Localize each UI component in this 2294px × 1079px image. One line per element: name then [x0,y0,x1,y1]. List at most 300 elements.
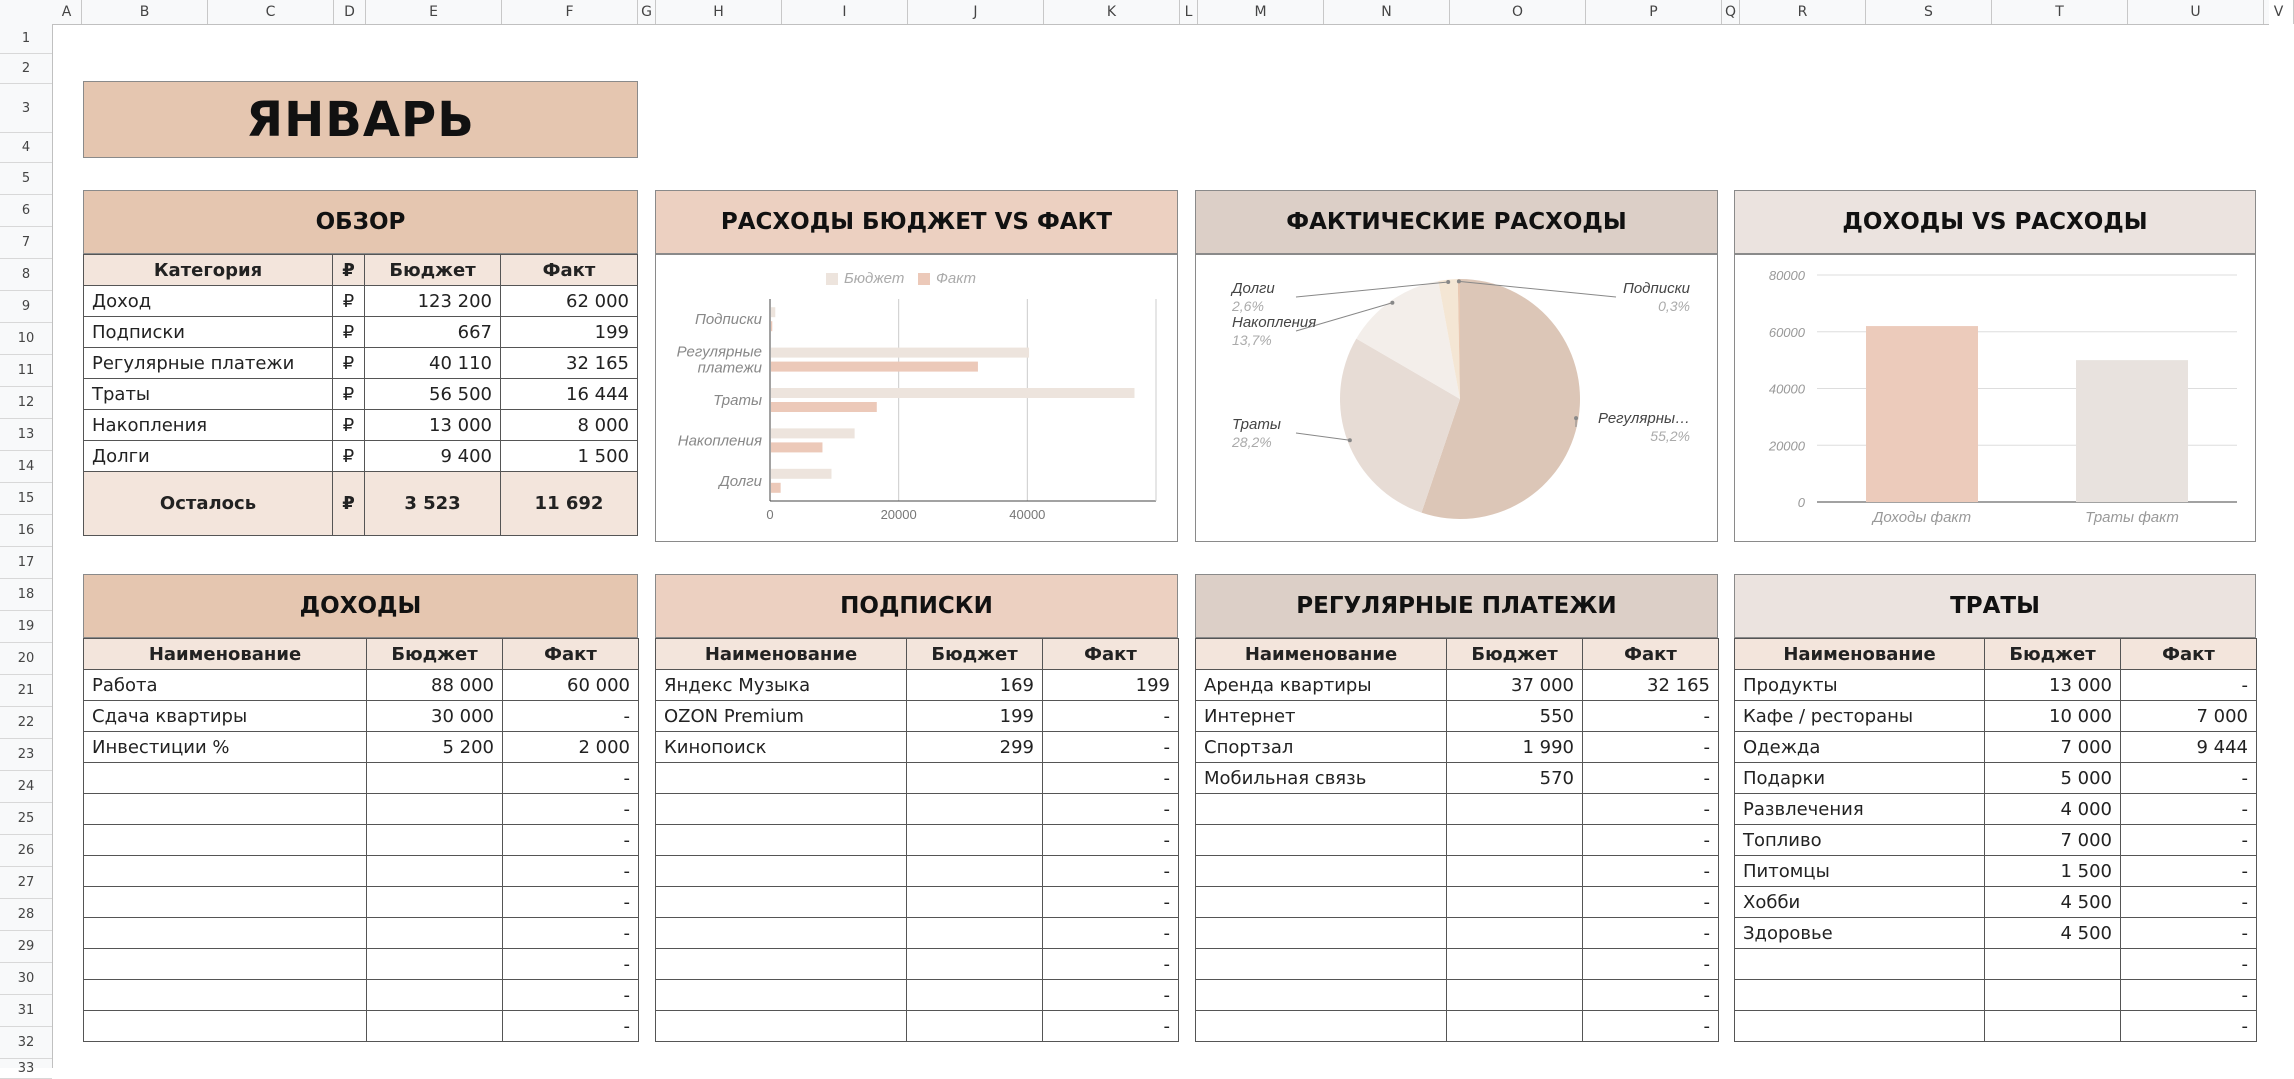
column-header[interactable]: R [1740,0,1866,24]
cell[interactable] [84,794,367,825]
column-header[interactable]: O [1450,0,1586,24]
bar[interactable] [771,428,855,438]
bar[interactable] [771,442,822,452]
table-row [84,348,638,379]
cell[interactable]: Кафе / рестораны [1735,701,1985,732]
total-cell[interactable]: 3 523 [365,472,501,536]
cell[interactable]: - [1583,701,1719,732]
slice-percent: 28,2% [1231,434,1272,450]
column-headers[interactable] [0,0,2269,25]
cell[interactable] [656,980,907,1011]
column-heading[interactable]: Бюджет [1985,639,2121,670]
cell[interactable] [1735,980,1985,1011]
leader-dot [1574,416,1578,420]
column-header[interactable]: C [208,0,334,24]
row-header[interactable]: 12 [0,387,52,419]
cell[interactable] [907,949,1043,980]
row-header[interactable]: 32 [0,1027,52,1059]
row-header[interactable]: 22 [0,707,52,739]
column-heading[interactable]: Категория [84,255,333,286]
cell[interactable]: - [2121,670,2257,701]
column-heading[interactable]: Бюджет [1447,639,1583,670]
cell[interactable]: Работа [84,670,367,701]
cell[interactable]: Одежда [1735,732,1985,763]
row-header[interactable]: 30 [0,963,52,995]
bar[interactable] [771,362,978,372]
column-heading[interactable]: Факт [2121,639,2257,670]
cell[interactable]: 550 [1447,701,1583,732]
cell[interactable] [656,794,907,825]
cell[interactable]: - [1043,763,1179,794]
cell[interactable]: Траты [84,379,333,410]
slice-name: Долги [1230,280,1275,297]
cell[interactable]: - [2121,856,2257,887]
cell[interactable] [1985,980,2121,1011]
row-header[interactable]: 3 [0,84,52,133]
cell[interactable] [84,763,367,794]
income-title[interactable]: ДОХОДЫ [83,574,638,638]
cell[interactable]: - [1583,732,1719,763]
row-header[interactable]: 25 [0,803,52,835]
cell[interactable] [367,763,503,794]
cell[interactable]: - [1583,794,1719,825]
table-row [1196,825,1719,856]
table-row [84,441,638,472]
column-heading[interactable]: ₽ [333,255,365,286]
overview-table [83,254,638,536]
row-header[interactable]: 11 [0,355,52,387]
category-label: Регулярные [677,344,762,361]
cell[interactable]: - [1583,1011,1719,1042]
cell[interactable] [656,1011,907,1042]
cell[interactable]: ₽ [333,317,365,348]
cell[interactable] [1196,825,1447,856]
income-vs-spending-chart[interactable] [1734,254,2256,542]
cell[interactable] [1196,918,1447,949]
cell[interactable]: Продукты [1735,670,1985,701]
cell[interactable] [1447,980,1583,1011]
cell[interactable]: - [503,763,639,794]
table-row [656,794,1179,825]
column-header[interactable]: S [1866,0,1992,24]
row-header[interactable]: 29 [0,931,52,963]
cell[interactable]: 4 000 [1985,794,2121,825]
cell[interactable] [656,763,907,794]
month-title[interactable]: ЯНВАРЬ [83,81,638,158]
cell[interactable]: ₽ [333,348,365,379]
table-row [1735,856,2257,887]
column-header[interactable]: T [1992,0,2128,24]
cell[interactable] [1447,1011,1583,1042]
cell[interactable]: 5 200 [367,732,503,763]
cell[interactable] [1447,918,1583,949]
cell[interactable]: 56 500 [365,379,501,410]
row-header[interactable]: 14 [0,451,52,483]
cell[interactable]: Доход [84,286,333,317]
cell[interactable]: - [503,701,639,732]
cell[interactable]: - [2121,980,2257,1011]
cell[interactable] [907,918,1043,949]
column-bar[interactable] [2076,360,2188,502]
row-header[interactable]: 2 [0,54,52,84]
column-header[interactable]: F [502,0,638,24]
cell[interactable]: 9 444 [2121,732,2257,763]
cell[interactable] [1447,856,1583,887]
column-heading[interactable]: Факт [503,639,639,670]
slice-name: Накопления [1232,314,1316,331]
cell[interactable] [907,794,1043,825]
cell[interactable]: Регулярные платежи [84,348,333,379]
cell[interactable] [367,949,503,980]
cell[interactable] [1196,980,1447,1011]
cell[interactable] [656,825,907,856]
cell[interactable] [367,856,503,887]
cell[interactable]: 88 000 [367,670,503,701]
bar[interactable] [771,469,831,479]
row-header[interactable]: 21 [0,675,52,707]
cell[interactable]: - [503,856,639,887]
cell[interactable] [1447,825,1583,856]
cell[interactable] [367,794,503,825]
row-header[interactable]: 9 [0,291,52,323]
column-header[interactable]: N [1324,0,1450,24]
cell[interactable]: 10 000 [1985,701,2121,732]
cell[interactable]: ₽ [333,379,365,410]
row-header[interactable]: 13 [0,419,52,451]
cell[interactable]: ₽ [333,286,365,317]
cell[interactable]: Сдача квартиры [84,701,367,732]
cell[interactable] [656,949,907,980]
table-row [1196,949,1719,980]
cell[interactable]: Кинопоиск [656,732,907,763]
cell[interactable]: 123 200 [365,286,501,317]
column-heading[interactable]: Наименование [656,639,907,670]
cell[interactable]: 62 000 [501,286,638,317]
cell[interactable]: - [1043,825,1179,856]
cell[interactable]: 2 000 [503,732,639,763]
row-header[interactable]: 31 [0,995,52,1027]
column-header[interactable]: Q [1722,0,1740,24]
cell[interactable]: Питомцы [1735,856,1985,887]
column-header[interactable]: E [366,0,502,24]
cell[interactable]: - [503,887,639,918]
cell[interactable]: 199 [907,701,1043,732]
cell[interactable]: Развлечения [1735,794,1985,825]
column-header[interactable]: P [1586,0,1722,24]
table-row [1735,825,2257,856]
slice-name: Траты [1232,416,1281,433]
table-row [656,701,1179,732]
column-header[interactable]: J [908,0,1044,24]
cell[interactable]: - [1043,856,1179,887]
actual-spending-pie-chart[interactable] [1195,254,1718,542]
cell[interactable] [907,825,1043,856]
column-heading[interactable]: Наименование [1196,639,1447,670]
cell[interactable] [907,887,1043,918]
cell[interactable]: 299 [907,732,1043,763]
cell[interactable]: - [503,918,639,949]
cell[interactable]: - [1043,918,1179,949]
cell[interactable]: 7 000 [2121,701,2257,732]
column-header[interactable]: V [2264,0,2294,24]
cell[interactable]: 40 110 [365,348,501,379]
cell[interactable]: - [2121,887,2257,918]
column-header[interactable]: H [656,0,782,24]
row-header[interactable]: 28 [0,899,52,931]
column-header[interactable]: K [1044,0,1180,24]
bar[interactable] [771,402,877,412]
cell[interactable]: Здоровье [1735,918,1985,949]
cell[interactable]: OZON Premium [656,701,907,732]
row-header[interactable]: 16 [0,515,52,547]
regular-payments-title[interactable]: РЕГУЛЯРНЫЕ ПЛАТЕЖИ [1195,574,1718,638]
total-cell[interactable]: 11 692 [501,472,638,536]
cell[interactable] [656,856,907,887]
cell[interactable]: - [2121,763,2257,794]
category-label: платежи [698,360,763,377]
cell[interactable]: - [1583,980,1719,1011]
cell[interactable]: ₽ [333,410,365,441]
cell[interactable]: 32 165 [1583,670,1719,701]
cell[interactable] [367,980,503,1011]
row-header[interactable]: 1 [0,24,52,54]
cell[interactable]: Яндекс Музыка [656,670,907,701]
row-header[interactable]: 4 [0,133,52,163]
cell[interactable] [907,856,1043,887]
column-heading[interactable]: Факт [1043,639,1179,670]
row-header[interactable]: 27 [0,867,52,899]
table-row [1196,1011,1719,1042]
cell[interactable] [1985,949,2121,980]
row-header[interactable]: 10 [0,323,52,355]
y-tick-label: 20000 [1768,438,1806,453]
cell[interactable]: Хобби [1735,887,1985,918]
cell[interactable] [907,1011,1043,1042]
row-header[interactable]: 26 [0,835,52,867]
cell[interactable] [84,918,367,949]
cell[interactable]: - [1043,701,1179,732]
row-header[interactable]: 23 [0,739,52,771]
column-header[interactable]: A [52,0,82,24]
cell[interactable]: 1 990 [1447,732,1583,763]
table-row [84,980,639,1011]
table-row [1735,1011,2257,1042]
cell[interactable] [1735,949,1985,980]
cell[interactable] [84,887,367,918]
cell[interactable]: Подписки [84,317,333,348]
leader-line [1296,433,1350,440]
cell[interactable]: - [503,794,639,825]
spending-title[interactable]: ТРАТЫ [1734,574,2256,638]
cell[interactable]: 199 [501,317,638,348]
cell[interactable]: - [503,825,639,856]
cell[interactable]: ₽ [333,441,365,472]
cell[interactable] [1196,887,1447,918]
column-header[interactable]: I [782,0,908,24]
cell[interactable]: - [2121,794,2257,825]
column-header[interactable]: M [1198,0,1324,24]
cell[interactable]: 8 000 [501,410,638,441]
cell[interactable] [1196,856,1447,887]
cell[interactable]: - [2121,1011,2257,1042]
cell[interactable]: - [1043,980,1179,1011]
cell[interactable]: Аренда квартиры [1196,670,1447,701]
cell[interactable] [367,887,503,918]
bar[interactable] [771,348,1029,358]
cell[interactable]: 30 000 [367,701,503,732]
cell[interactable]: - [2121,949,2257,980]
cell[interactable]: - [503,949,639,980]
table-row [84,317,638,348]
row-header[interactable]: 33 [0,1059,52,1079]
cell[interactable] [656,887,907,918]
cell[interactable]: - [1043,794,1179,825]
cell[interactable]: 9 400 [365,441,501,472]
row-header[interactable]: 17 [0,547,52,579]
cell[interactable]: - [1043,949,1179,980]
cell[interactable]: Накопления [84,410,333,441]
table-row [84,410,638,441]
cell[interactable]: 4 500 [1985,918,2121,949]
cell[interactable]: 60 000 [503,670,639,701]
column-bar[interactable] [1866,326,1978,502]
table-row [1735,763,2257,794]
cell[interactable]: Спортзал [1196,732,1447,763]
cell[interactable]: - [1583,887,1719,918]
cell[interactable]: 1 500 [501,441,638,472]
cell[interactable]: Инвестиции % [84,732,367,763]
cell[interactable]: 1 500 [1985,856,2121,887]
bar[interactable] [771,388,1134,398]
total-cell[interactable]: ₽ [333,472,365,536]
cell[interactable]: 169 [907,670,1043,701]
category-label: Траты [713,392,762,409]
cell[interactable]: Мобильная связь [1196,763,1447,794]
cell[interactable] [1447,887,1583,918]
column-heading[interactable]: Бюджет [367,639,503,670]
cell[interactable]: 13 000 [1985,670,2121,701]
column-header[interactable]: G [638,0,656,24]
overview-title[interactable]: ОБЗОР [83,190,638,254]
table-row [84,379,638,410]
cell[interactable]: 570 [1447,763,1583,794]
row-header[interactable]: 24 [0,771,52,803]
column-heading[interactable]: Бюджет [907,639,1043,670]
bar[interactable] [771,307,775,317]
cell[interactable]: 32 165 [501,348,638,379]
cell[interactable]: Интернет [1196,701,1447,732]
cell[interactable]: - [1043,1011,1179,1042]
cell[interactable] [84,949,367,980]
bar-chart-title[interactable]: РАСХОДЫ БЮДЖЕТ VS ФАКТ [655,190,1178,254]
cell[interactable]: 5 000 [1985,763,2121,794]
pie-chart-title[interactable]: ФАКТИЧЕСКИЕ РАСХОДЫ [1195,190,1718,254]
col-chart-title[interactable]: ДОХОДЫ VS РАСХОДЫ [1734,190,2256,254]
subscriptions-title[interactable]: ПОДПИСКИ [655,574,1178,638]
cell[interactable]: 16 444 [501,379,638,410]
cell[interactable] [84,1011,367,1042]
cell[interactable] [367,918,503,949]
leader-dot [1390,301,1394,305]
cell[interactable]: - [503,980,639,1011]
row-header[interactable]: 15 [0,483,52,515]
cell[interactable] [656,918,907,949]
cell[interactable]: 13 000 [365,410,501,441]
column-heading[interactable]: Бюджет [365,255,501,286]
cell[interactable] [1447,949,1583,980]
cell[interactable] [367,1011,503,1042]
cell[interactable]: 4 500 [1985,887,2121,918]
cell[interactable] [1196,1011,1447,1042]
column-header[interactable]: B [82,0,208,24]
column-header[interactable]: U [2128,0,2264,24]
row-header[interactable]: 5 [0,163,52,195]
row-header[interactable]: 8 [0,259,52,291]
budget-vs-fact-chart[interactable] [655,254,1178,542]
cell[interactable]: Топливо [1735,825,1985,856]
legend-label: Факт [936,270,976,287]
row-header[interactable]: 7 [0,227,52,259]
cell[interactable] [367,825,503,856]
cell[interactable]: - [1043,887,1179,918]
total-label[interactable]: Осталось [84,472,333,536]
cell[interactable]: 7 000 [1985,825,2121,856]
slice-percent: 2,6% [1231,298,1264,314]
cell[interactable] [84,825,367,856]
cell[interactable]: - [1583,918,1719,949]
cell[interactable]: - [2121,825,2257,856]
cell[interactable]: - [1583,949,1719,980]
column-heading[interactable]: Наименование [1735,639,1985,670]
cell[interactable]: Подарки [1735,763,1985,794]
cell[interactable]: 7 000 [1985,732,2121,763]
row-header[interactable]: 19 [0,611,52,643]
cell[interactable] [907,980,1043,1011]
column-heading[interactable]: Факт [1583,639,1719,670]
bar[interactable] [771,321,772,331]
row-header[interactable]: 18 [0,579,52,611]
cell[interactable]: 37 000 [1447,670,1583,701]
row-header[interactable]: 6 [0,195,52,227]
cell[interactable] [84,980,367,1011]
leader-dot [1348,438,1352,442]
column-header[interactable]: D [334,0,366,24]
cell[interactable]: - [1043,732,1179,763]
cell[interactable]: - [1583,763,1719,794]
column-heading[interactable]: Наименование [84,639,367,670]
slice-name: Регулярны… [1598,410,1690,427]
column-header[interactable]: L [1180,0,1198,24]
cell[interactable]: Долги [84,441,333,472]
cell[interactable] [1985,1011,2121,1042]
bar[interactable] [771,483,781,493]
cell[interactable] [907,763,1043,794]
cell[interactable]: - [503,1011,639,1042]
cell[interactable] [1196,794,1447,825]
cell[interactable]: - [2121,918,2257,949]
row-headers[interactable] [0,24,53,1068]
cell[interactable]: - [1583,825,1719,856]
column-heading[interactable]: Факт [501,255,638,286]
cell[interactable]: - [1583,856,1719,887]
cell[interactable] [1447,794,1583,825]
cell[interactable] [84,856,367,887]
cell[interactable] [1735,1011,1985,1042]
row-header[interactable]: 20 [0,643,52,675]
cell[interactable]: 199 [1043,670,1179,701]
cell[interactable] [1196,949,1447,980]
cell[interactable]: 667 [365,317,501,348]
